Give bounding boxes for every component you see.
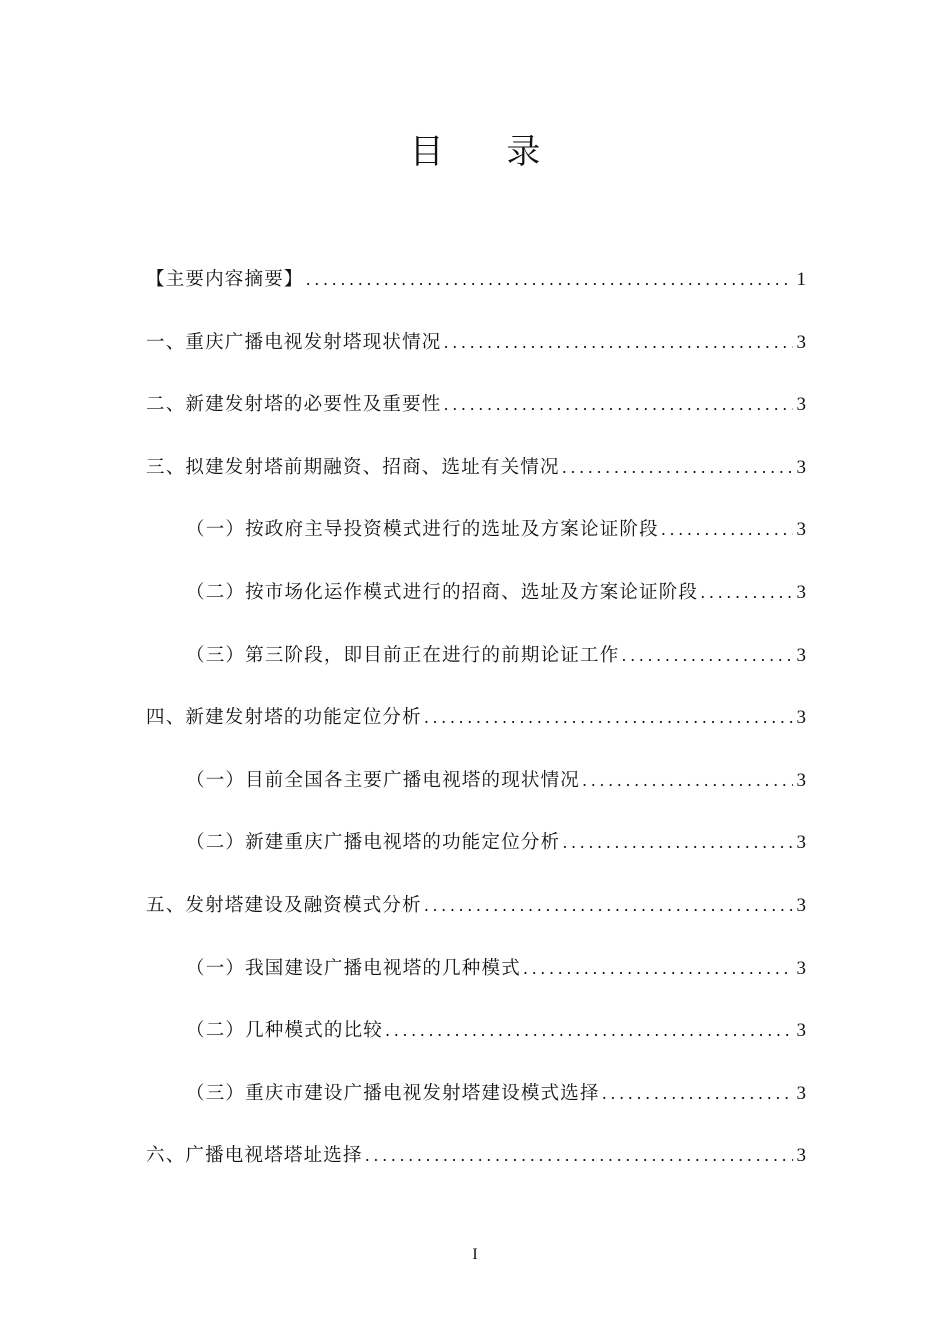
toc-leader-dots xyxy=(306,262,793,298)
page-title: 目 录 xyxy=(409,132,567,172)
toc-leader-dots xyxy=(444,325,793,361)
toc-entry[interactable] xyxy=(146,450,806,513)
toc-entry-title: （一）按政府主导投资模式进行的选址及方案论证阶段 xyxy=(186,519,659,541)
toc-entry[interactable] xyxy=(146,325,806,388)
toc-entry-page: 3 xyxy=(796,331,806,353)
toc-entry-title: 五、发射塔建设及融资模式分析 xyxy=(146,894,422,916)
toc-entry-title: 四、新建发射塔的功能定位分析 xyxy=(146,707,422,729)
toc-subentry[interactable] xyxy=(146,512,806,575)
toc-subentry[interactable] xyxy=(146,1076,806,1139)
toc-subentry[interactable] xyxy=(146,763,806,826)
toc-subentry[interactable] xyxy=(146,575,806,638)
toc-leader-dots xyxy=(661,512,793,548)
toc-entry-title: 三、拟建发射塔前期融资、招商、选址有关情况 xyxy=(146,456,560,478)
toc-entry-page: 1 xyxy=(796,269,806,290)
toc-leader-dots xyxy=(602,1076,793,1112)
toc-entry[interactable] xyxy=(146,700,806,763)
toc-entry-title: 六、广播电视塔塔址选择 xyxy=(146,1145,363,1167)
toc-entry-title: 【主要内容摘要】 xyxy=(146,269,304,290)
toc-leader-dots xyxy=(385,1013,792,1049)
toc-entry-page: 3 xyxy=(796,769,806,791)
toc-subentry[interactable] xyxy=(146,825,806,888)
toc-entry[interactable] xyxy=(146,1138,806,1201)
toc-subentry[interactable] xyxy=(146,638,806,701)
toc-entry-page: 3 xyxy=(796,644,806,666)
toc-leader-dots xyxy=(562,450,793,486)
toc-entry-title: （三）第三阶段，即目前正在进行的前期论证工作 xyxy=(186,644,620,666)
toc-entry-title: （二）几种模式的比较 xyxy=(186,1020,384,1042)
toc-entry-page: 3 xyxy=(796,581,806,603)
toc-entry-title: 二、新建发射塔的必要性及重要性 xyxy=(146,394,442,416)
toc-entry-title: （三）重庆市建设广播电视发射塔建设模式选择 xyxy=(186,1082,600,1104)
toc-leader-dots xyxy=(700,575,792,611)
toc-leader-dots xyxy=(424,700,793,736)
toc-entry-page: 3 xyxy=(796,707,806,729)
toc-entry[interactable] xyxy=(146,888,806,951)
toc-entry[interactable] xyxy=(146,262,806,325)
toc-leader-dots xyxy=(444,387,793,423)
toc-subentry[interactable] xyxy=(146,1013,806,1076)
toc-entry-title: （二）按市场化运作模式进行的招商、选址及方案论证阶段 xyxy=(186,581,699,603)
toc-entry-page: 3 xyxy=(796,1020,806,1042)
toc-entry-page: 3 xyxy=(796,1145,806,1167)
toc-subentry[interactable] xyxy=(146,951,806,1014)
toc-entry-page: 3 xyxy=(796,894,806,916)
toc-entry-page: 3 xyxy=(796,957,806,979)
toc-entry-page: 3 xyxy=(796,1082,806,1104)
table-of-contents xyxy=(146,262,806,1201)
toc-entry-page: 3 xyxy=(796,394,806,416)
toc-entry-title: （一）目前全国各主要广播电视塔的现状情况 xyxy=(186,769,581,791)
toc-entry-page: 3 xyxy=(796,832,806,854)
toc-leader-dots xyxy=(424,888,793,924)
page-number: I xyxy=(472,1246,478,1263)
toc-leader-dots xyxy=(523,951,793,987)
toc-entry-page: 3 xyxy=(796,519,806,541)
toc-entry-title: （一）我国建设广播电视塔的几种模式 xyxy=(186,957,521,979)
toc-leader-dots xyxy=(562,825,792,861)
toc-entry[interactable] xyxy=(146,387,806,450)
toc-leader-dots xyxy=(365,1138,793,1174)
toc-leader-dots xyxy=(582,763,792,799)
toc-entry-title: （二）新建重庆广播电视塔的功能定位分析 xyxy=(186,832,561,854)
toc-entry-title: 一、重庆广播电视发射塔现状情况 xyxy=(146,331,442,353)
toc-leader-dots xyxy=(621,638,792,674)
toc-entry-page: 3 xyxy=(796,456,806,478)
